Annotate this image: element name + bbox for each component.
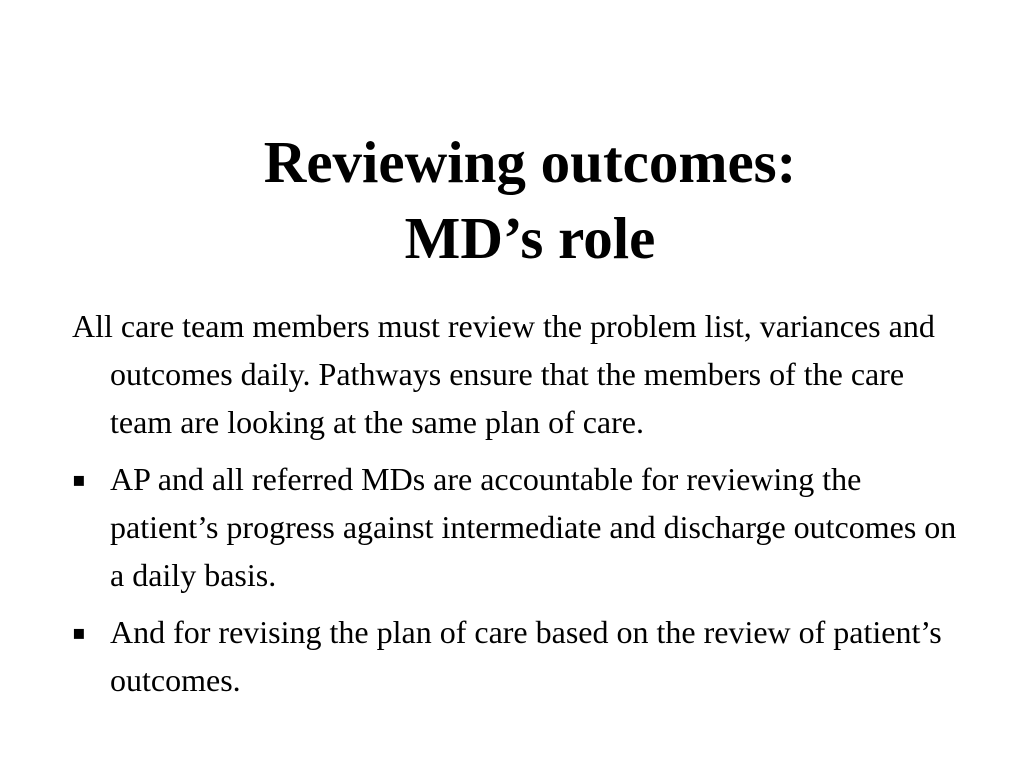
square-bullet-icon: ▪ xyxy=(72,467,86,491)
slide-body xyxy=(72,302,972,713)
square-bullet-icon: ▪ xyxy=(72,620,86,644)
title-line-2: MD’s role xyxy=(404,205,656,271)
title-line-1: Reviewing outcomes: xyxy=(263,129,797,195)
intro-paragraph: All care team members must review the problem list, variances and outcomes daily. Pathways ensure that the members of the care team are looking at the same plan of care. xyxy=(72,308,935,440)
bullet-item xyxy=(72,608,972,704)
bullet-text: AP and all referred MDs are accountable for reviewing the patient’s progress against intermediate and discharge outcomes on a daily basis. xyxy=(110,461,957,593)
bullet-item xyxy=(72,455,972,599)
bullet-text: And for revising the plan of care based on the review of patient’s outcomes. xyxy=(110,614,942,698)
slide-title xyxy=(0,124,1024,276)
